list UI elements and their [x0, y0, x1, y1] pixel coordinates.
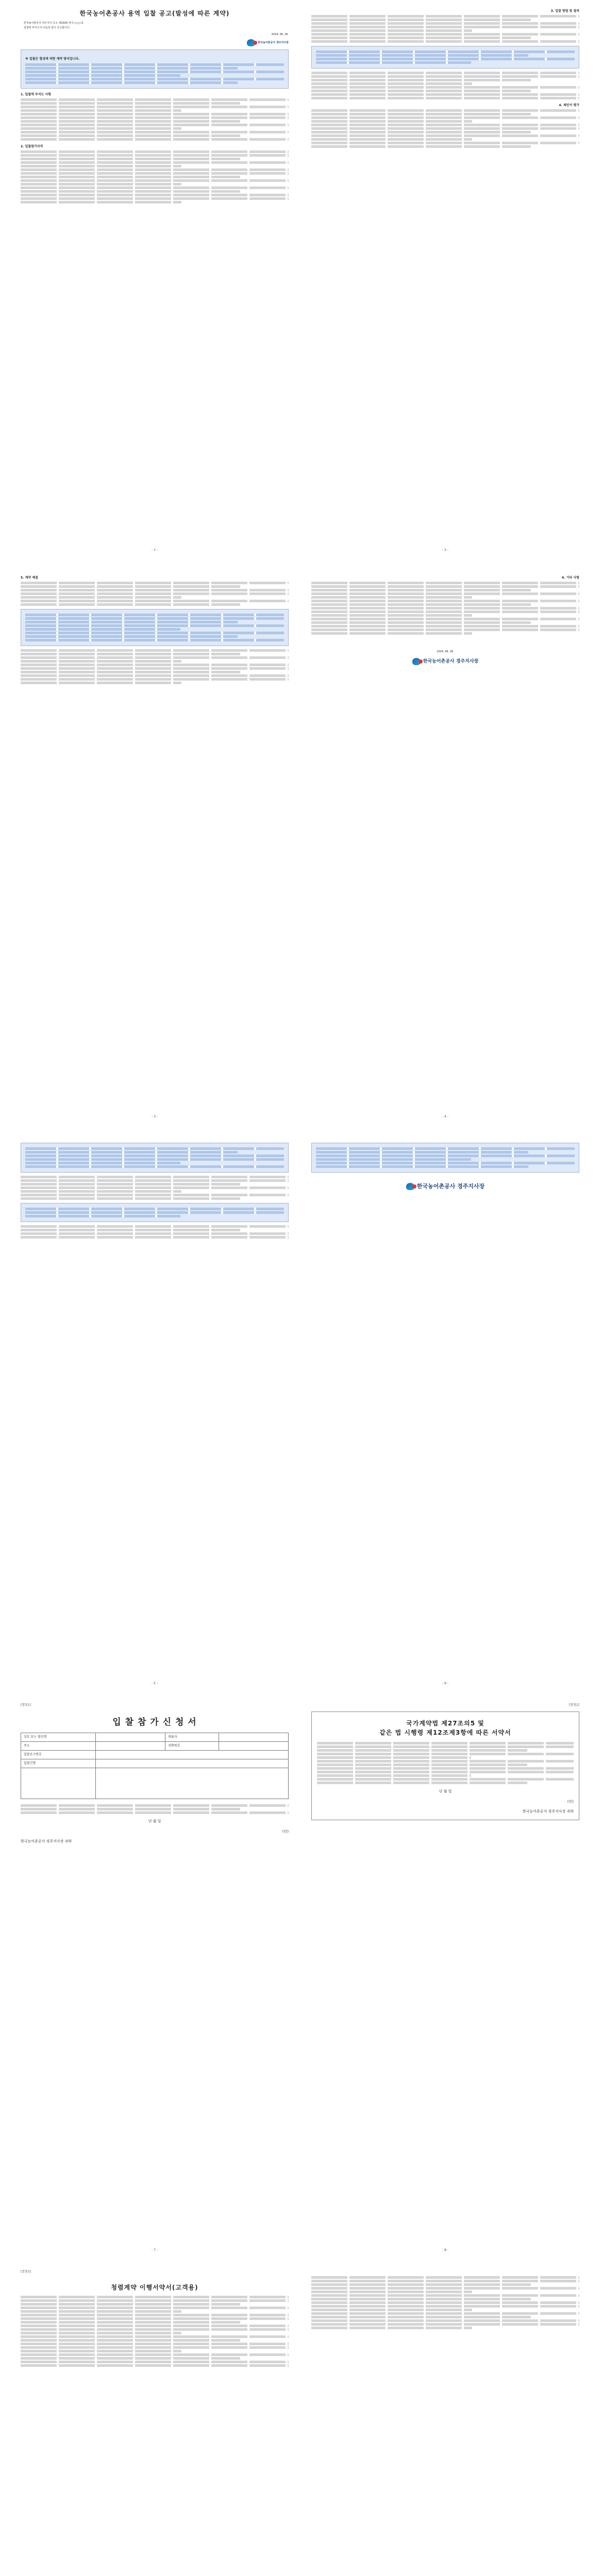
label	[21, 1768, 96, 1799]
intro-line: 입찰에 부치고자 다음과 같이 공고합니다.	[24, 26, 71, 29]
contact-box	[311, 1143, 579, 1173]
section-heading: 3. 입찰 방법 및 절차	[550, 9, 579, 13]
page-number: - 1 -	[152, 548, 158, 552]
label: 대표자	[165, 1733, 219, 1742]
appendix-tag: [별첨3]	[21, 2270, 31, 2274]
page-7	[21, 1700, 289, 2257]
spread-4	[0, 1700, 602, 2267]
eval-box	[21, 609, 289, 646]
page-9	[21, 2267, 289, 2576]
closing-date: 2024. 06. 26.	[437, 650, 454, 654]
kr-rural-logo-icon	[247, 39, 255, 46]
law-title-line-1: 국가계약법 제27조의5 및	[406, 1720, 484, 1727]
page-number: - 7 -	[152, 2248, 158, 2252]
org-name: 한국농어촌공사 경주지사장	[416, 1183, 485, 1190]
form-title: 입 찰 참 가 신 청 서	[112, 1717, 197, 1728]
value-cell[interactable]	[219, 1742, 289, 1751]
summary-box	[21, 49, 289, 88]
addressee: 한국농어촌공사 경주지사장 귀하	[21, 1839, 72, 1844]
value-cell[interactable]	[96, 1742, 165, 1751]
page-number: - 8 -	[442, 2248, 448, 2252]
label: 입찰건명	[21, 1759, 96, 1768]
org-name: 한국농어촌공사 경주지사장	[258, 41, 289, 45]
kr-rural-logo-icon	[412, 658, 421, 665]
summary-title: ※ 입찰은 협상에 의한 계약 방식입니다.	[25, 57, 80, 61]
section-heading: 4. 제안서 평가	[559, 104, 579, 108]
page-5	[21, 1133, 289, 1690]
oath-title: 청렴계약 이행서약서(고객용)	[111, 2284, 198, 2292]
sign-label: (인)	[567, 1799, 574, 1804]
org-name: 한국농어촌공사 경주지사장	[423, 658, 479, 664]
value-cell[interactable]	[96, 1768, 289, 1799]
notice-date: 2024. 06. 26.	[271, 32, 289, 36]
kr-rural-logo-icon	[406, 1183, 414, 1190]
spread-1	[0, 0, 602, 567]
org-logo	[311, 1183, 579, 1191]
org-logo	[311, 658, 579, 665]
value-cell[interactable]	[96, 1759, 289, 1768]
appendix-box	[21, 1143, 289, 1173]
law-title-line-2: 같은 법 시행령 제12조제3항에 따른 서약서	[379, 1729, 511, 1737]
label: 입찰공고번호	[21, 1751, 96, 1759]
page-number: - 6 -	[442, 1681, 448, 1685]
law-oath-frame	[311, 1711, 579, 1820]
section-heading: 2. 입찰참가자격	[21, 144, 43, 148]
appendix-box	[21, 1203, 289, 1222]
page-number: - 3 -	[152, 1114, 158, 1118]
page-3	[21, 567, 289, 1123]
org-logo	[21, 39, 289, 46]
page-number: - 5 -	[152, 1681, 158, 1685]
section-heading: 5. 계약 체결	[21, 576, 38, 580]
label: 상호 또는 법인명	[21, 1733, 96, 1742]
addressee: 한국농어촌공사 경주지사장 귀하	[522, 1809, 574, 1814]
intro-line: 한국농어촌공사 경주지사 공고 제2024-경주-○○○호	[24, 22, 84, 25]
page-2	[311, 0, 579, 556]
section-heading: 6. 기타 사항	[562, 576, 579, 580]
spread-2	[0, 567, 602, 1133]
page-4	[311, 567, 579, 1123]
value-cell[interactable]	[96, 1733, 165, 1742]
sign-label: (인)	[282, 1829, 289, 1834]
label: 전화번호	[165, 1742, 219, 1751]
appendix-tag: [별첨1]	[21, 1703, 31, 1707]
application-table	[21, 1733, 289, 1799]
date-line: 년 월 일	[148, 1819, 161, 1824]
page-number: - 4 -	[442, 1114, 448, 1118]
page-8	[311, 1700, 579, 2257]
value-cell[interactable]	[96, 1751, 289, 1759]
spread-3	[0, 1133, 602, 1700]
notice-box	[311, 46, 579, 69]
appendix-tag: [별첨2]	[568, 1703, 579, 1707]
page-number: - 2 -	[442, 548, 448, 552]
notice-title: 한국농어촌공사 용역 입찰 공고(발성에 따른 계약)	[79, 10, 230, 17]
label: 주소	[21, 1742, 96, 1751]
page-6	[311, 1133, 579, 1690]
page-1	[21, 0, 289, 556]
section-heading: 1. 입찰에 부치는 사항	[21, 92, 52, 96]
page-10	[311, 2267, 579, 2576]
date-line: 년 월 일	[439, 1789, 452, 1794]
spread-5	[0, 2267, 602, 2576]
value-cell[interactable]	[219, 1733, 289, 1742]
